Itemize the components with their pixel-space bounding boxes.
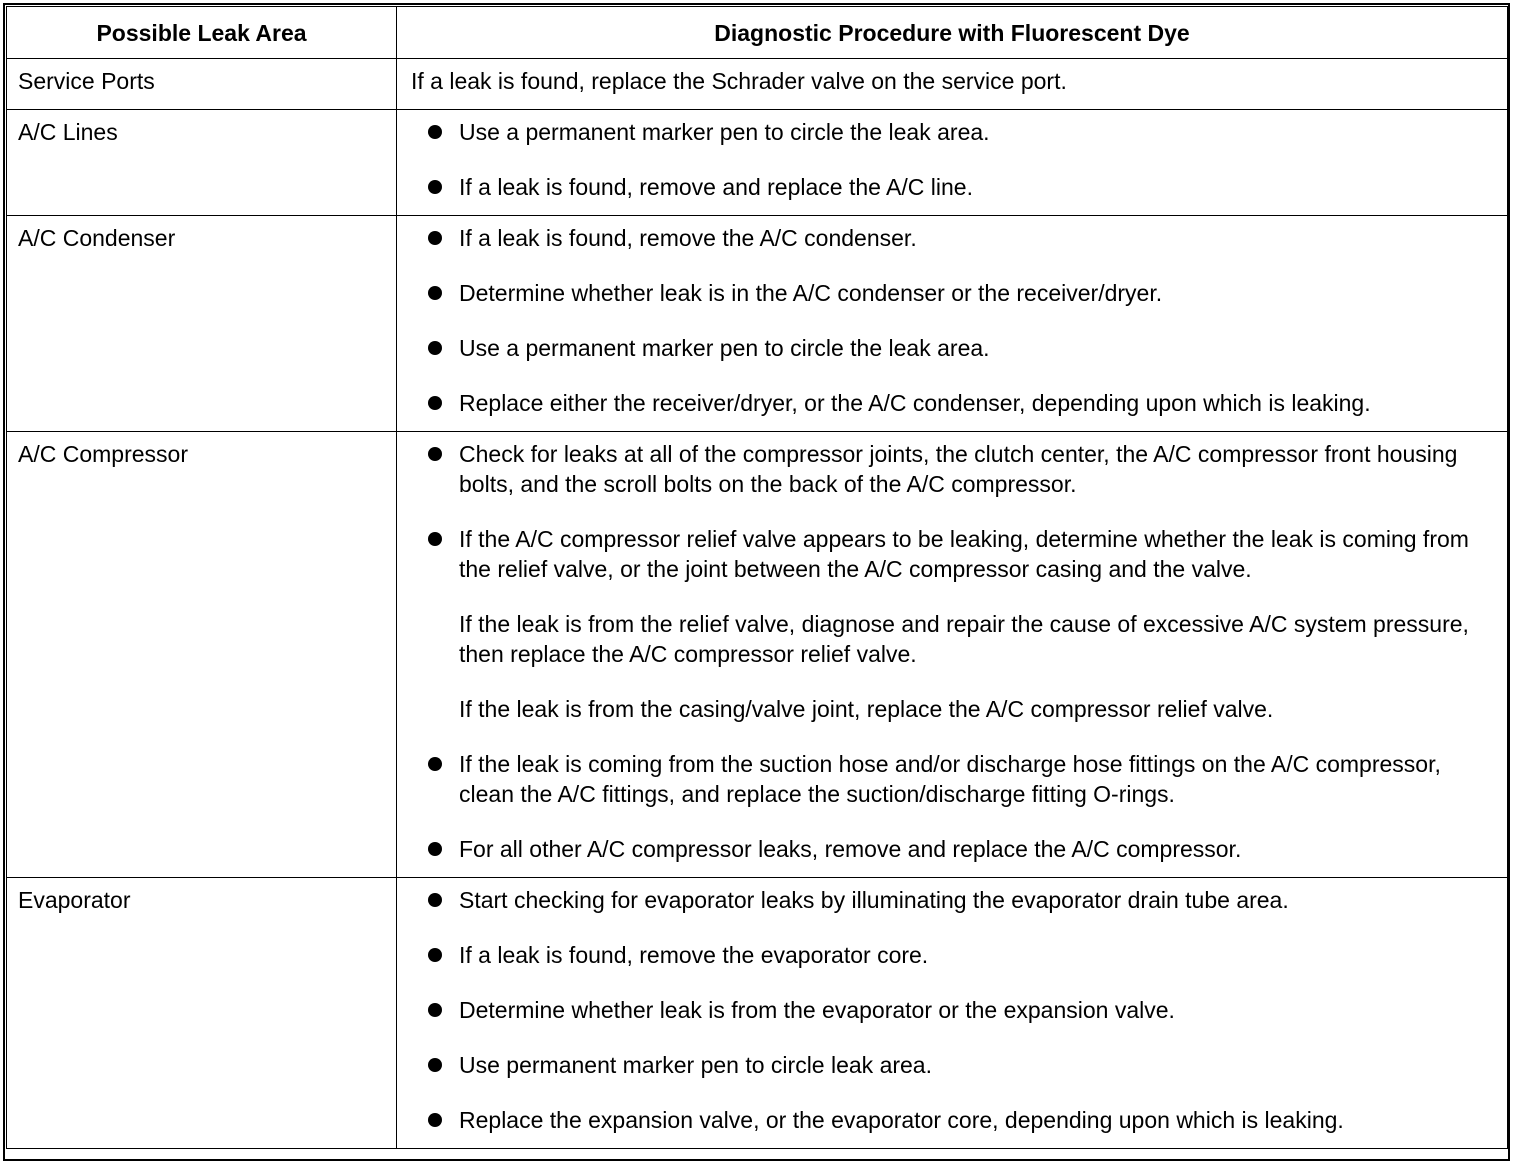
table-row [7,110,1508,216]
bullet-dot-icon [428,231,442,245]
header-possible-leak-area: Possible Leak Area [7,7,397,59]
procedure-text: Use permanent marker pen to circle leak area. [459,1052,932,1078]
procedure-text: If a leak is found, replace the Schrader valve on the service port. [411,68,1067,94]
procedure-text: For all other A/C compressor leaks, remove and replace the A/C compressor. [459,836,1242,862]
leak-area-cell: A/C Lines [7,110,397,216]
procedure-text: Check for leaks at all of the compressor joints, the clutch center, the A/C compressor front housing bolts, and the scroll bolts on the back of the A/C compressor. [459,441,1458,497]
procedure-bullet-item [411,1050,1477,1080]
procedure-cell [397,59,1508,110]
procedure-bullet-item [411,117,1477,147]
leak-area-cell: Evaporator [7,878,397,1149]
procedure-cell [397,432,1508,878]
procedure-bullet-item [411,388,1477,418]
procedure-text: If the A/C compressor relief valve appears to be leaking, determine whether the leak is coming from the relief valve, or the joint between the A/C compressor casing and the valve. [459,526,1469,582]
procedure-text [411,66,1477,96]
procedure-text: Replace either the receiver/dryer, or the A/C condenser, depending upon which is leaking. [459,390,1371,416]
procedure-bullet-item [411,749,1477,809]
procedure-text: If a leak is found, remove the A/C condenser. [459,225,917,251]
table-row [7,216,1508,432]
table-row [7,878,1508,1149]
procedure-cell [397,878,1508,1149]
procedure-bullet-item [411,333,1477,363]
bullet-dot-icon [428,447,442,461]
procedure-bullet-item [411,223,1477,253]
procedure-bullet-item [411,172,1477,202]
procedure-cell [397,216,1508,432]
leak-area-cell: A/C Condenser [7,216,397,432]
procedure-sub-paragraph [411,609,1477,669]
leak-area-cell: Service Ports [7,59,397,110]
bullet-dot-icon [428,893,442,907]
bullet-dot-icon [428,341,442,355]
bullet-dot-icon [428,396,442,410]
bullet-dot-icon [428,532,442,546]
procedure-bullet-item [411,278,1477,308]
bullet-dot-icon [428,1003,442,1017]
bullet-dot-icon [428,125,442,139]
leak-diagnosis-table [6,6,1508,1149]
procedure-bullet-item [411,995,1477,1025]
header-row [7,7,1508,59]
table-body [7,59,1508,1149]
procedure-text: Determine whether leak is in the A/C condenser or the receiver/dryer. [459,280,1163,306]
bullet-dot-icon [428,1058,442,1072]
bullet-dot-icon [428,1113,442,1127]
procedure-bullet-item [411,885,1477,915]
procedure-text: If a leak is found, remove the evaporator core. [459,942,929,968]
procedure-bullet-item [411,439,1477,499]
procedure-text: If the leak is from the casing/valve joint, replace the A/C compressor relief valve. [459,696,1274,722]
procedure-sub-paragraph [411,694,1477,724]
leak-area-cell: A/C Compressor [7,432,397,878]
procedure-bullet-item [411,1105,1477,1135]
procedure-bullet-item [411,940,1477,970]
procedure-text: Determine whether leak is from the evaporator or the expansion valve. [459,997,1175,1023]
procedure-text: Use a permanent marker pen to circle the leak area. [459,335,990,361]
procedure-text: Start checking for evaporator leaks by illuminating the evaporator drain tube area. [459,887,1289,913]
procedure-text: Use a permanent marker pen to circle the leak area. [459,119,990,145]
bullet-dot-icon [428,948,442,962]
bullet-dot-icon [428,842,442,856]
bullet-dot-icon [428,757,442,771]
table-row [7,432,1508,878]
procedure-bullet-item [411,524,1477,584]
procedure-text: If the leak is from the relief valve, diagnose and repair the cause of excessive A/C system pressure, then replace the A/C compressor relief valve. [459,611,1469,667]
bullet-dot-icon [428,180,442,194]
procedure-text: If the leak is coming from the suction hose and/or discharge hose fittings on the A/C compressor, clean the A/C fittings, and replace the suction/discharge fitting O-rings. [459,751,1441,807]
table-row [7,59,1508,110]
procedure-bullet-item [411,834,1477,864]
procedure-text: Replace the expansion valve, or the evaporator core, depending upon which is leaking. [459,1107,1344,1133]
table-header [7,7,1508,59]
bullet-dot-icon [428,286,442,300]
header-diagnostic-procedure: Diagnostic Procedure with Fluorescent Dye [397,7,1508,59]
procedure-text: If a leak is found, remove and replace the A/C line. [459,174,973,200]
procedure-cell [397,110,1508,216]
